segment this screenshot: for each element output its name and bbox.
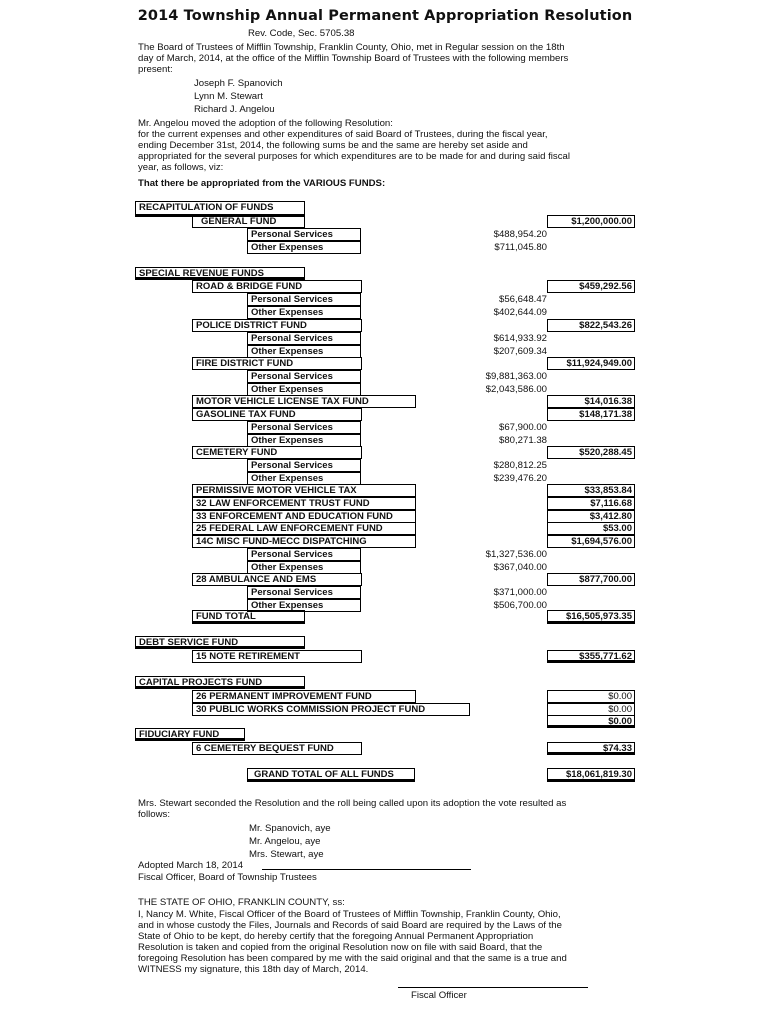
mecc-ps-amount: $1,327,536.00 bbox=[485, 549, 547, 560]
general-ps-amount: $488,954.20 bbox=[493, 229, 547, 240]
gasoline-tax-total: $148,171.38 bbox=[547, 408, 635, 421]
state-heading: THE STATE OF OHIO, FRANKLIN COUNTY, ss: bbox=[138, 897, 345, 908]
fire-ps-amount: $9,881,363.00 bbox=[485, 371, 547, 382]
police-ps-label: Personal Services bbox=[247, 332, 361, 345]
general-fund-total: $1,200,000.00 bbox=[547, 215, 635, 228]
police-oe-amount: $207,609.34 bbox=[493, 346, 547, 357]
road-ps-label: Personal Services bbox=[247, 293, 361, 306]
police-fund-label: POLICE DISTRICT FUND bbox=[192, 319, 362, 332]
aye-2: Mr. Angelou, aye bbox=[249, 836, 321, 847]
pif-26-total: $0.00 bbox=[547, 690, 635, 703]
road-ps-amount: $56,648.47 bbox=[498, 294, 547, 305]
cem-oe-amount: $239,476.20 bbox=[493, 473, 547, 484]
permissive-mv-label: PERMISSIVE MOTOR VEHICLE TAX bbox=[192, 484, 416, 497]
police-fund-total: $822,543.26 bbox=[547, 319, 635, 332]
capital-total: $0.00 bbox=[547, 715, 635, 728]
general-oe-amount: $711,045.80 bbox=[494, 242, 547, 253]
debt-service-header: DEBT SERVICE FUND bbox=[135, 636, 305, 649]
fund-total-label: FUND TOTAL bbox=[192, 610, 305, 624]
page-title: 2014 Township Annual Permanent Appropriation Resolution bbox=[137, 8, 633, 24]
cem-ps-label: Personal Services bbox=[247, 459, 361, 472]
cert-line-2: and in whose custody the Files, Journals and Records of said Board are required by the Laws of the bbox=[138, 920, 562, 931]
cert-line-4: Resolution is taken and copied from the original Resolution now on file with said Board, that the bbox=[138, 942, 543, 953]
purpose-line-4: year, as follows, viz: bbox=[138, 162, 224, 173]
law-trust-32-total: $7,116.68 bbox=[547, 497, 635, 510]
intro-line-2: day of March, 2014, at the office of the Mifflin Township Board of Trustees with the following members bbox=[138, 53, 569, 64]
member-2: Lynn M. Stewart bbox=[194, 91, 263, 102]
amb-oe-label: Other Expenses bbox=[247, 599, 361, 612]
road-oe-label: Other Expenses bbox=[247, 306, 361, 319]
pwc-30-label: 30 PUBLIC WORKS COMMISSION PROJECT FUND bbox=[192, 703, 470, 716]
mecc-14c-total: $1,694,576.00 bbox=[547, 535, 635, 548]
grand-total-label: GRAND TOTAL OF ALL FUNDS bbox=[247, 768, 415, 782]
mecc-14c-label: 14C MISC FUND-MECC DISPATCHING bbox=[192, 535, 416, 548]
gas-ps-label: Personal Services bbox=[247, 421, 361, 434]
cert-line-6: WITNESS my signature, this 18th day of March, 2014. bbox=[138, 964, 369, 975]
mecc-oe-amount: $367,040.00 bbox=[493, 562, 547, 573]
federal-25-total: $53.00 bbox=[547, 522, 635, 535]
road-bridge-label: ROAD & BRIDGE FUND bbox=[192, 280, 362, 293]
federal-25-label: 25 FEDERAL LAW ENFORCEMENT FUND bbox=[192, 522, 416, 535]
gasoline-tax-label: GASOLINE TAX FUND bbox=[192, 408, 362, 421]
amb-oe-amount: $506,700.00 bbox=[493, 600, 547, 611]
special-revenue-header: SPECIAL REVENUE FUNDS bbox=[135, 267, 305, 280]
fire-fund-total: $11,924,949.00 bbox=[547, 357, 635, 370]
general-ps-label: Personal Services bbox=[247, 228, 361, 241]
cemetery-fund-total: $520,288.45 bbox=[547, 446, 635, 459]
enforcement-33-label: 33 ENFORCEMENT AND EDUCATION FUND bbox=[192, 510, 416, 523]
fiduciary-header: FIDUCIARY FUND bbox=[135, 728, 245, 741]
general-fund-label: GENERAL FUND bbox=[192, 215, 305, 228]
cemetery-fund-label: CEMETERY FUND bbox=[192, 446, 362, 459]
pif-26-label: 26 PERMANENT IMPROVEMENT FUND bbox=[192, 690, 416, 703]
ambulance-28-total: $877,700.00 bbox=[547, 573, 635, 586]
fire-ps-label: Personal Services bbox=[247, 370, 361, 383]
amb-ps-label: Personal Services bbox=[247, 586, 361, 599]
intro-line-3: present: bbox=[138, 64, 173, 75]
pwc-30-total: $0.00 bbox=[547, 703, 635, 716]
member-1: Joseph F. Spanovich bbox=[194, 78, 283, 89]
general-oe-label: Other Expenses bbox=[247, 241, 361, 254]
cem-oe-label: Other Expenses bbox=[247, 472, 361, 485]
second-line-2: follows: bbox=[138, 809, 170, 820]
police-ps-amount: $614,933.92 bbox=[493, 333, 547, 344]
cert-line-5: foregoing Resolution has been compared by me with the said original and that the same is a true and bbox=[138, 953, 567, 964]
recap-funds-header: RECAPITULATION OF FUNDS bbox=[135, 201, 305, 217]
intro-line-1: The Board of Trustees of Mifflin Township, Franklin County, Ohio, met in Regular session on the 18th bbox=[138, 42, 565, 53]
gas-ps-amount: $67,900.00 bbox=[498, 422, 547, 433]
mecc-ps-label: Personal Services bbox=[247, 548, 361, 561]
gas-oe-amount: $80,271.38 bbox=[498, 435, 547, 446]
cem-ps-amount: $280,812.25 bbox=[493, 460, 547, 471]
note-15-total: $355,771.62 bbox=[547, 650, 635, 663]
road-oe-amount: $402,644.09 bbox=[493, 307, 547, 318]
signature-line-2 bbox=[398, 987, 588, 988]
fire-oe-label: Other Expenses bbox=[247, 383, 361, 396]
fiscal-officer-signature: Fiscal Officer bbox=[411, 990, 467, 1001]
cert-line-1: I, Nancy M. White, Fiscal Officer of the Board of Trustees of Mifflin Township, Franklin County, Ohio, bbox=[138, 909, 561, 920]
road-bridge-total: $459,292.56 bbox=[547, 280, 635, 293]
fire-oe-amount: $2,043,586.00 bbox=[485, 384, 547, 395]
ambulance-28-label: 28 AMBULANCE AND EMS bbox=[192, 573, 362, 586]
motion-text: Mr. Angelou moved the adoption of the following Resolution: bbox=[138, 118, 393, 129]
grand-total-value: $18,061,819.30 bbox=[547, 768, 635, 782]
aye-3: Mrs. Stewart, aye bbox=[249, 849, 324, 860]
amb-ps-amount: $371,000.00 bbox=[493, 587, 547, 598]
purpose-line-3: appropriated for the several purposes for which expenditures are to be made for and during said fiscal bbox=[138, 151, 570, 162]
purpose-line-2: ending December 31st, 2014, the following sums be and the same are hereby set aside and bbox=[138, 140, 528, 151]
cemetery-bequest-label: 6 CEMETERY BEQUEST FUND bbox=[192, 742, 362, 755]
fiscal-officer-board: Fiscal Officer, Board of Township Trustees bbox=[138, 872, 317, 883]
aye-1: Mr. Spanovich, aye bbox=[249, 823, 331, 834]
note-15-label: 15 NOTE RETIREMENT bbox=[192, 650, 362, 663]
law-trust-32-label: 32 LAW ENFORCEMENT TRUST FUND bbox=[192, 497, 416, 510]
member-3: Richard J. Angelou bbox=[194, 104, 275, 115]
revised-code: Rev. Code, Sec. 5705.38 bbox=[248, 28, 355, 39]
police-oe-label: Other Expenses bbox=[247, 345, 361, 358]
cert-line-3: State of Ohio to be kept, do hereby certify that the foregoing Annual Permanent Appropriation bbox=[138, 931, 534, 942]
mvl-tax-total: $14,016.38 bbox=[547, 395, 635, 408]
gas-oe-label: Other Expenses bbox=[247, 434, 361, 447]
signature-line-1 bbox=[262, 869, 471, 870]
purpose-line-1: for the current expenses and other expenditures of said Board of Trustees, during the fiscal year, bbox=[138, 129, 548, 140]
mecc-oe-label: Other Expenses bbox=[247, 561, 361, 574]
fund-total-value: $16,505,973.35 bbox=[547, 610, 635, 624]
second-line-1: Mrs. Stewart seconded the Resolution and the roll being called upon its adoption the vote resulted as bbox=[138, 798, 567, 809]
fire-fund-label: FIRE DISTRICT FUND bbox=[192, 357, 362, 370]
enforcement-33-total: $3,412.80 bbox=[547, 510, 635, 523]
appropriated-heading: That there be appropriated from the VARIOUS FUNDS: bbox=[138, 178, 386, 189]
mvl-tax-label: MOTOR VEHICLE LICENSE TAX FUND bbox=[192, 395, 416, 408]
cemetery-bequest-total: $74.33 bbox=[547, 742, 635, 755]
permissive-mv-total: $33,853.84 bbox=[547, 484, 635, 497]
capital-projects-header: CAPITAL PROJECTS FUND bbox=[135, 676, 305, 689]
adopted-date: Adopted March 18, 2014 bbox=[138, 860, 244, 871]
